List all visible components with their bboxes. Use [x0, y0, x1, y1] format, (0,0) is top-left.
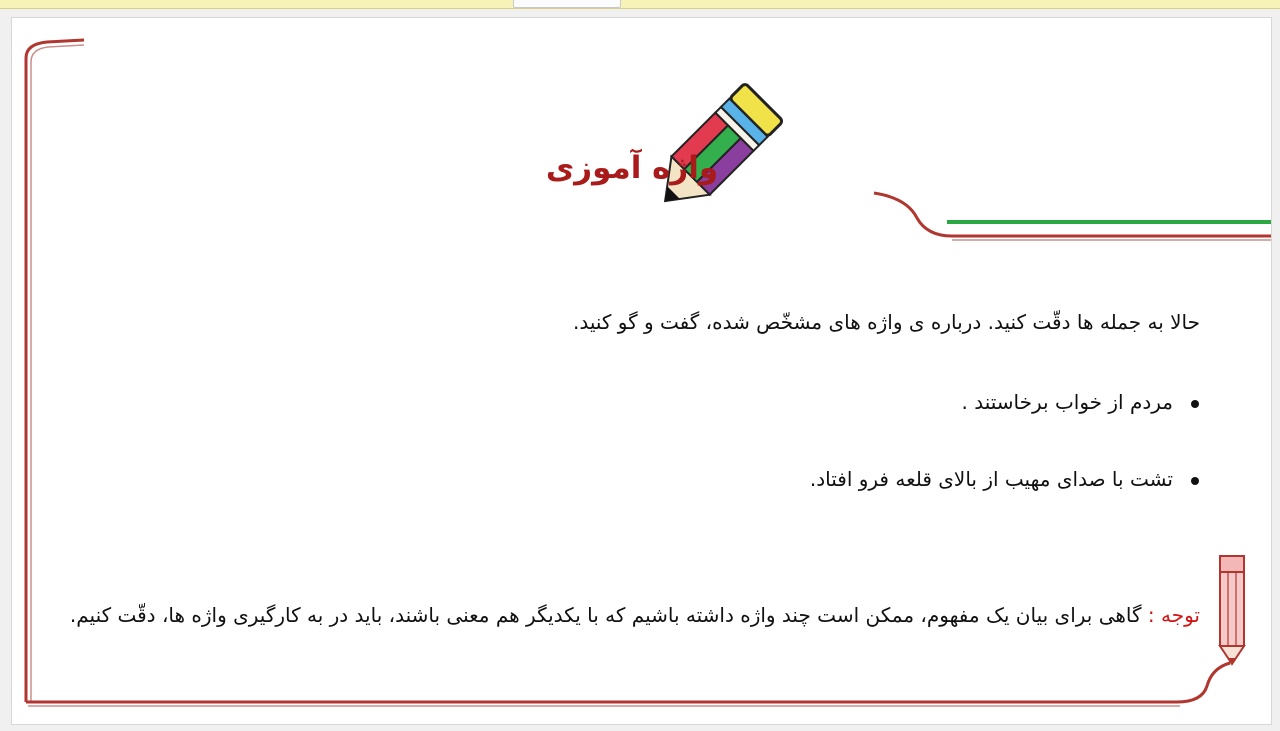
small-pencil-icon	[1220, 556, 1244, 664]
slide-title: واژه آموزی	[545, 150, 719, 186]
slide	[11, 17, 1272, 725]
list-item: تشت با صدای مهیب از بالای قلعه فرو افتاد.	[499, 467, 1199, 544]
bullet-list	[499, 390, 1199, 544]
frame-bottom-curl	[1177, 663, 1230, 702]
list-item: مردم از خواب برخاستند .	[499, 390, 1199, 467]
top-toolbar-strip	[0, 0, 1280, 9]
title-underline-curve	[874, 193, 952, 236]
toolbar-handle[interactable]	[513, 0, 621, 8]
intro-text: حالا به جمله ها دقّت کنید. درباره ی واژه های مشخّص شده، گفت و گو کنید.	[572, 310, 1200, 334]
note-paragraph	[30, 592, 1200, 638]
note-label: توجه :	[1147, 603, 1200, 627]
note-text: گاهی برای بیان یک مفهوم، ممکن است چند واژه داشته باشیم که با یکدیگر هم معنی باشند، باید در به کارگیری واژه ها، دقّت کنیم.	[69, 603, 1148, 627]
